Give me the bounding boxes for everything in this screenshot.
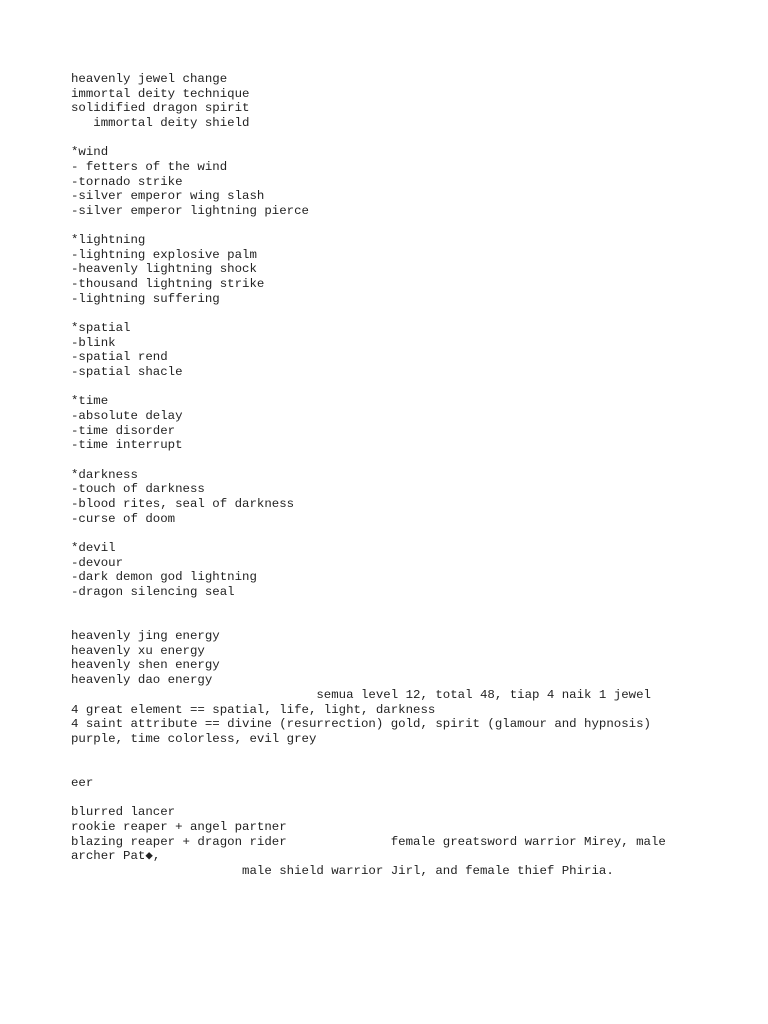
text-line: immortal deity technique <box>71 87 250 101</box>
text-line: heavenly dao energy <box>71 673 213 687</box>
section-heading-devil: *devil <box>71 541 116 555</box>
text-line: -dragon silencing seal <box>71 585 235 599</box>
text-line: -lightning explosive palm <box>71 248 257 262</box>
text-line: heavenly shen energy <box>71 658 220 672</box>
text-line: -dark demon god lightning <box>71 570 257 584</box>
text-line: -lightning suffering <box>71 292 220 306</box>
text-line: blurred lancer <box>71 805 176 819</box>
text-line: -tornado strike <box>71 175 183 189</box>
text-line: archer Pat◆, <box>71 849 161 863</box>
text-line: -thousand lightning strike <box>71 277 265 291</box>
text-line: -devour <box>71 556 124 570</box>
text-line: -spatial rend <box>71 350 168 364</box>
section-heading-time: *time <box>71 394 109 408</box>
text-line: -absolute delay <box>71 409 183 423</box>
text-line: solidified dragon spirit <box>71 101 250 115</box>
section-heading-wind: *wind <box>71 145 109 159</box>
text-line: rookie reaper + angel partner <box>71 820 287 834</box>
text-line: -blink <box>71 336 116 350</box>
text-line: -blood rites, seal of darkness <box>71 497 295 511</box>
text-line: - fetters of the wind <box>71 160 228 174</box>
text-line: -silver emperor lightning pierce <box>71 204 309 218</box>
text-line: heavenly xu energy <box>71 644 205 658</box>
text-line: blazing reaper + dragon rider female greatsword warrior Mirey, male <box>71 835 666 849</box>
section-heading-lightning: *lightning <box>71 233 146 247</box>
text-line: -heavenly lightning shock <box>71 262 257 276</box>
text-line: -silver emperor wing slash <box>71 189 265 203</box>
text-line: -curse of doom <box>71 512 176 526</box>
text-line: heavenly jewel change <box>71 72 228 86</box>
section-heading-darkness: *darkness <box>71 468 138 482</box>
text-line: purple, time colorless, evil grey <box>71 732 317 746</box>
text-line: 4 great element == spatial, life, light, darkness <box>71 703 436 717</box>
text-line: -touch of darkness <box>71 482 205 496</box>
text-line: male shield warrior Jirl, and female thief Phiria. <box>71 864 614 878</box>
text-line: semua level 12, total 48, tiap 4 naik 1 jewel <box>71 688 651 702</box>
text-line: 4 saint attribute == divine (resurrection) gold, spirit (glamour and hypnosis) <box>71 717 651 731</box>
text-line: eer <box>71 776 94 790</box>
text-line: -time disorder <box>71 424 176 438</box>
text-line: immortal deity shield <box>71 116 250 130</box>
text-line: -spatial shacle <box>71 365 183 379</box>
text-line: heavenly jing energy <box>71 629 220 643</box>
section-heading-spatial: *spatial <box>71 321 131 335</box>
text-line: -time interrupt <box>71 438 183 452</box>
